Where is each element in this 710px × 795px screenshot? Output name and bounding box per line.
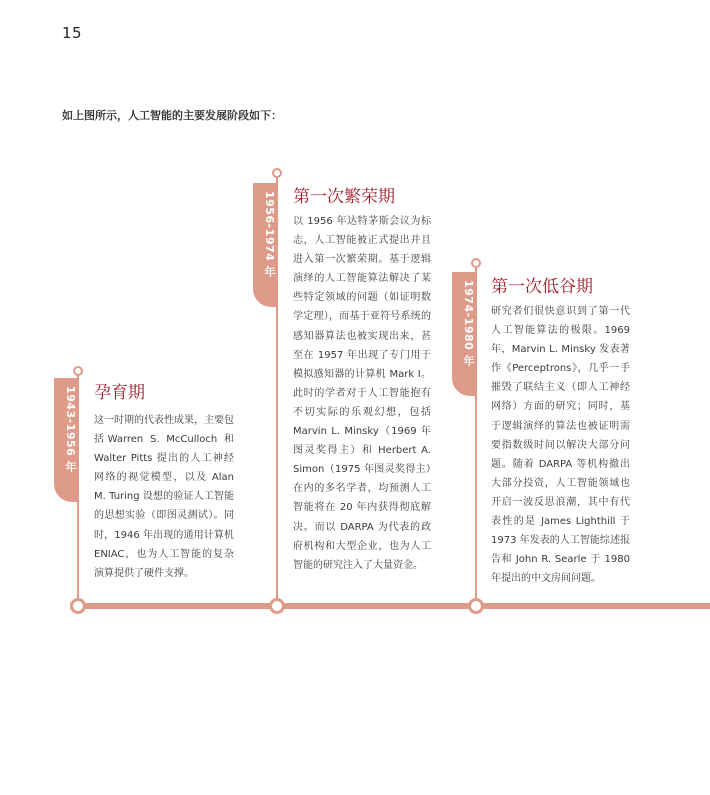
stage-1-period-tab bbox=[54, 378, 78, 502]
stage-1-period: 1943-1956 年 bbox=[64, 386, 77, 473]
stage-2-node bbox=[269, 598, 285, 614]
stage-3-node bbox=[468, 598, 484, 614]
stage-2-period: 1956-1974 年 bbox=[263, 191, 276, 278]
stage-3-period: 1974-1980 年 bbox=[462, 280, 475, 367]
stage-1-node bbox=[70, 598, 86, 614]
stage-1-title: 孕育期 bbox=[94, 383, 145, 403]
timeline-axis bbox=[70, 603, 710, 609]
page-number: 15 bbox=[62, 24, 83, 42]
stage-3-body: 研究者们很快意识到了第一代人工智能算法的极限。1969 年，Marvin L. Minsky 发表著作《Perceptrons》，几乎一手摧毁了联结主义（即人工神经网络）方面的研究；同时，基于逻辑演绎的算法也被证明需要指数级时间以解决大部分问题。随着 DARPA 等机构撤出大部分投资，人工智能领域也开启一波反思浪潮，其中有代表性的是 James Lighthill 于 1973 年发表的人工智能综述报告和 John R. Searle 于 1980 年提出的中文房间问题。 bbox=[491, 306, 630, 585]
stage-2-period-tab bbox=[253, 183, 277, 307]
stage-3-period-tab bbox=[452, 272, 476, 396]
stage-1-body: 这一时期的代表性成果，主要包括Warren S. McCulloch 和 Walter Pitts 提出的人工神经网络的视觉模型，以及 Alan M. Turing 设想的验证人工智能的思想实验（即图灵测试）。同时，1946 年出现的通用计算机 ENIAC，也为人工智能的复杂演算提供了硬件支撑。 bbox=[94, 415, 234, 579]
intro-heading: 如上图所示，人工智能的主要发展阶段如下： bbox=[62, 109, 282, 122]
stage-2-body: 以 1956 年达特茅斯会议为标志，人工智能被正式提出并且进入第一次繁荣期。基于逻辑演绎的人工智能算法解决了某些特定领域的问题（如证明数学定理），而基于亚符号系统的感知器算法也被实现出来，甚至在 1957 年出现了专门用于模拟感知器的计算机 Mark I。此时的学者对于人工智能抱有不切实际的乐观幻想，包括 Marvin L. Minsky（1969 年图灵奖得主）和 Herbert A. Simon（1975 年图灵奖得主）在内的多名学者，均预测人工智能将在 20 年内获得彻底解决。而以 DARPA 为代表的政府机构和大型企业，也为人工智能的研究注入了大量资金。 bbox=[293, 216, 431, 571]
stage-3-title: 第一次低谷期 bbox=[491, 277, 593, 297]
stage-2-title: 第一次繁荣期 bbox=[293, 187, 395, 207]
